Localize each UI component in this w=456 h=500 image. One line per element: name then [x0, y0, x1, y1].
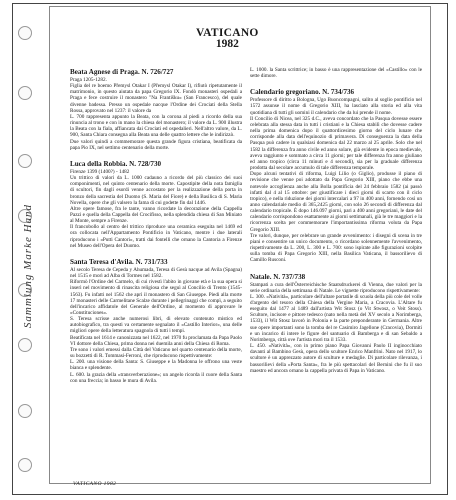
- section-title: Calendario gregoriano. N. 734/736: [250, 88, 355, 97]
- section-subtitle: Praga 1205-1282.: [70, 77, 107, 83]
- left-column: [70, 68, 242, 384]
- section-gap: [70, 151, 242, 160]
- section-gap: [250, 79, 422, 88]
- section-paragraph: Figlia del re boemo Přemysl Otakar I (Přemysl Otakar I), rifiutò ripetutamente il matrimonio, in questo aiutata da papa Gregorio IX. Fondò monasteri ospedali a Praga e fece costruire il monastero "Na Františku» (San Francesco), del quale divenne badessa. Presso un ospedale nacque l'Ordine dei Crociati della Stella Rossa, approvato nel 1237: il valore da: [70, 83, 242, 114]
- section-gap: [250, 264, 422, 273]
- article-section: [70, 258, 242, 384]
- section-paragraph: Altre opere famose, fra le tante, vanno ricordate la decorazione della Cappella Pazzi e quella della Cappella del Crocifisso, nella splendida chiesa di San Miniato al Monte, sempre a Firenze.: [70, 205, 242, 225]
- section-paragraph: L. 300. «Natività», particolare dell'altare portatile di scuola della più cole del volle d'argento del tesoro della Chiesa della Vergine Maria, a Cracovia. L'Altare fu eseguito dal 1477 al 1489 dall'artista Wit Stosz (o Vit Stwosz, o Veit Stoss). Scultore, incisore e pittore tedesco (nato nella metà del XV secolo a Norimberga, 1533), il Wit Stosz lavorò in Polonia e la parte preponderante in Germania. Altre sue opere importanti sono la tomba del re Casimiro Jagellone (Cracovia), Dormiti e un incarico di intere le figure del santuario di Bamberga e di san Sebaldo a Norimberga, città ove l'artista mori tra il 1533.: [250, 293, 422, 343]
- section-title: Natale. N. 737/738: [250, 272, 306, 281]
- brand-watermark: [13, 150, 39, 390]
- article-section: [250, 67, 422, 79]
- article-section: [70, 68, 242, 151]
- section-paragraph: Stampati a cura dell'Österreichische Staatsdruckerei di Vienna, due valori per la serie ordinaria della settimana di Natale. Le vignette riproducono rispettivamente:: [250, 281, 422, 294]
- section-paragraph: L. 450. «Natività», con in primo piano Papa Giovanni Paolo II inginocchiato davanti al Bambino Gesù, opera dello scultore Enrico Manfrini. Nato nel 1917, lo scultore è un apprezzato autore di sculture e medaglie. Di particolare rilevanza, i bassorilievi della «Porta Santa», fra le più spettacolari del Bernini che fu il suo maestro ed ancora ornano la cappella privata di Papa in Vaticano.: [250, 343, 422, 374]
- section-paragraph: Riformò l'Ordine del Carmelo, di cui rivestì l'abito in giovane età e la sua opera si inserì nel movimento di rinascita religiosa che seguì al Concilio di Trento (1545-1563). Fu infatti nel 1562 che aprì il monastero di San Giuseppe. Piedi alla morte 17 monasteri delle Carmelitane Scalze durante i pellegrinaggi che compì, a seguito dell'incarico affidatole del Generale dell'Ordine, al momento di approvare le «Constituciones».: [70, 279, 242, 316]
- article-section: [250, 273, 422, 374]
- section-paragraph: Beatificata nel 1614 e canonizzata nel 1622, nel 1970 fu proclamata da Papa Paolo VI dottore della Chiesa, prima donna nei duemila anni della Chiesa di Roma.: [70, 334, 242, 347]
- article-section: [70, 160, 242, 249]
- punch-hole: [18, 26, 32, 40]
- section-paragraph: Tre valori, dunque, per celebrare un grande avvenimento: i disegni di scena in tre piani e consentire un unico documento, o ricordano solennemente l'avvenimento, rispettivamente da L. 200, L. 300 e L. 700: sono ispirate alle figurazioni scolpite sulla tomba di Papa Gregorio XIII, nella Basilica Vaticana, il bassorilievo di Camillo Rusconi.: [250, 232, 422, 264]
- punch-hole: [18, 458, 32, 472]
- section-paragraph: Il Concilio di Nicea, nel 325 d.C., aveva concordato che la Pasqua dovesse essere celebrata alla stessa data in tutti i cristiani e la Chiesa stabilì che dovesse cadere nella prima domenica dopo il quattordicesimo giorno del ciclo lunare che corrisponde alla data dell'equinozio di primavera. Di conseguenza la data della Pasqua può cadere in qualsiasi domenica dal 22 marzo al 25 aprile. Solo che nel 1582 la differenza fra anno civile ed anno solare, già evidente in epoca medievale, aveva raggiunto e sommato a circa 11 giorni; per tale differenza fra anno giuliano ed anno tropico (circa 11 minuti e 4 secondi), sia per la graduale differenza prodotta dal secolare accumulo di tale differenza temporale.: [250, 115, 422, 172]
- section-paragraph: Al secolo Teresa de Cepeda y Ahumada, Teresa di Gesù nacque ad Avila (Spagna) nel 1515 e morì ad Alba di Tormes nel 1582.: [70, 266, 242, 280]
- section-title: Luca della Robbia. N. 728/730: [70, 159, 162, 168]
- section-paragraph: L. 700 rappresenta appunto la Beata, con la corona al piedi a ricordo della sua rinuncia al trono e con in mano la chiesa del monastero; il valore da L. 900 illustra la Beata con la fiala, affiancata dai Crociati ed ospedalieri. Nell'altro valore, da L. 900, Santa Chiara consegna alla Beata una delle quattro lettere che le indirizzò.: [70, 113, 242, 139]
- section-paragraph: Il francobollo al centro del trittico riproduce una ceramica eseguita nel 1469 ed ora collocata nell'Appartamento Pontificio in Vaticano, mentre i due laterali riproducono i «Putti Cantori», tratti dai fontelli che ornano la Cantoria a Firenze nel Museo dell'Opera del Duomo.: [70, 224, 242, 249]
- punch-hole: [18, 404, 32, 418]
- section-paragraph: Dopo alcuni tentativi di riforma, Luigi Lilio (o Giglio), produsse il piano di revisione che venne poi adottato da Papa Gregorio XIII, piano che ebbe una notevole accoglienza anche alla Bolla pontificia del 24 febbraio 1582 (ai passò infatti dal 4 al 15 ottobre: per giustificare i dieci giorni di scarto con il ciclo tropico), e nella riduzione dei giorni intercalari a 97 in 400 anni, fornendo così un anno calendariale medio di 365,2425 giorni, con solo 26 secondi di differenza dal calendario tropicale. È dopo 146.097 giorni, pari a 400 anni gregoriani, le date del calendario corrispondono esattamente ai giorni settimanali, già le tre maggiori e la ricorrenza scelta per commemorare l'importantissima riforma voluta da Papa Gregorio XIII.: [250, 171, 422, 233]
- page-header: [196, 27, 259, 50]
- section-paragraph: Tre sono i valori emessi dalla Città del Vaticano nel quarto centenario della morte, su bozzetti di R. Tommasi-Ferroni, che riproducono rispettivamente:: [70, 346, 242, 360]
- brand-text: Sammlung Marke Hand: [22, 203, 34, 329]
- section-subtitle: Firenze 1399 (1400?) - 1482: [70, 168, 130, 175]
- article-section: [250, 88, 422, 263]
- section-title: Beata Agnese di Praga. N. 726/727: [70, 68, 174, 76]
- section-paragraph: L. 600. la grazia della «transverberazione»; un angelo ricorda il cuore della Santa con una freccia; in basso le mura di Avila.: [70, 371, 242, 384]
- section-paragraph: S. Teresa scrisse anche numerosi libri, di elevato contenuto mistico ed autobiografico, tra questi va certamente segnalato il «Castillo Interior», una delle migliori opere della letteratura spagnola di tutti i tempi.: [70, 316, 242, 335]
- section-paragraph: L. 200. una visione della Santa: S. Giuseppe e la Madonna le offrono una veste bianca e splendente.: [70, 359, 242, 372]
- section-paragraph: Professore di diritto a Bologna, Ugo Buoncompagni, salito al soglio pontificio nel 1572 assunse il nome di Gregorio XIII, ha lasciato alla storia ed alla vita quotidiana di tutti gli uomini il calendario che da lui prende il nome.: [250, 97, 422, 116]
- page-year: 1982: [215, 38, 239, 50]
- punch-hole: [18, 86, 32, 100]
- page-footer: VATICANO 1982: [73, 481, 117, 487]
- section-paragraph: L. 1000. la Santa scrittrice; in basso è una rappresentazione del «Castillo» con le sette dimore.: [250, 67, 422, 80]
- section-gap: [70, 249, 242, 258]
- section-title: Santa Teresa d'Avila. N. 731/733: [70, 257, 168, 266]
- section-paragraph: Un trittico di valori da L. 1000 cadauno a ricordo del più classico dei suoi componimenti, nel quinto centenario della morte. Capostipite della nota famiglia di scultori, fin dagli esordi venne accostato per la realizzazione della porta in bronzo della sacrestia del Duomo (S. Maria del Fiore) e della Basilica di S. Maria Novella, opere che gli valsero la fama di cui godette fin dal 1446.: [70, 175, 242, 206]
- right-column: [250, 67, 422, 374]
- page-title: VATICANO: [196, 27, 259, 39]
- section-paragraph: Due valori quindi a commemorare questa grande figura cristiana, beatificata da papa Pio IX, nel settimo centenario della morte.: [70, 138, 242, 151]
